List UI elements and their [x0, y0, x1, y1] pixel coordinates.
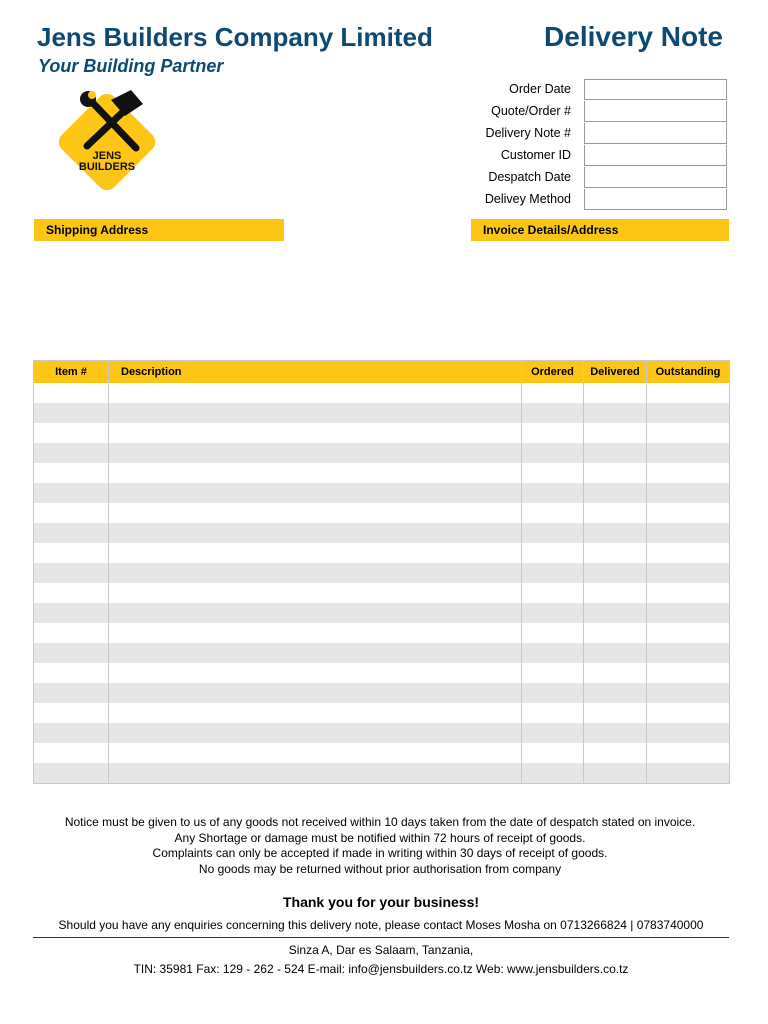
delivery-method-field[interactable]	[584, 189, 727, 210]
table-cell[interactable]	[109, 583, 522, 603]
table-cell[interactable]	[109, 723, 522, 743]
company-logo	[47, 86, 167, 198]
table-cell[interactable]	[34, 623, 109, 643]
table-cell[interactable]	[647, 563, 730, 583]
table-cell[interactable]	[34, 643, 109, 663]
table-cell[interactable]	[647, 643, 730, 663]
table-cell[interactable]	[647, 423, 730, 443]
table-row	[34, 723, 730, 743]
table-row	[34, 543, 730, 563]
table-cell[interactable]	[647, 583, 730, 603]
table-row	[34, 743, 730, 763]
table-row	[34, 463, 730, 483]
logo-text-jens: JENS	[92, 150, 122, 162]
table-cell[interactable]	[647, 603, 730, 623]
logo-text-builders: BUILDERS	[78, 161, 136, 173]
table-cell[interactable]	[584, 403, 647, 423]
table-cell[interactable]	[584, 763, 647, 784]
meta-label: Order Date	[509, 82, 571, 96]
table-cell[interactable]	[109, 423, 522, 443]
table-cell[interactable]	[647, 523, 730, 543]
table-cell[interactable]	[647, 623, 730, 643]
table-cell[interactable]	[109, 503, 522, 523]
table-cell[interactable]	[584, 583, 647, 603]
table-cell[interactable]	[34, 763, 109, 784]
table-cell[interactable]	[34, 543, 109, 563]
table-row	[34, 563, 730, 583]
table-cell[interactable]	[522, 683, 584, 703]
table-cell[interactable]	[522, 603, 584, 623]
table-cell[interactable]	[584, 383, 647, 403]
table-cell[interactable]	[522, 743, 584, 763]
meta-row-customer-id	[470, 144, 727, 166]
table-cell[interactable]	[584, 683, 647, 703]
table-cell[interactable]	[584, 643, 647, 663]
table-cell[interactable]	[584, 563, 647, 583]
table-cell[interactable]	[522, 623, 584, 643]
table-cell[interactable]	[584, 663, 647, 683]
table-row	[34, 763, 730, 784]
table-row	[34, 523, 730, 543]
meta-label: Customer ID	[500, 148, 571, 162]
table-row	[34, 683, 730, 703]
table-cell[interactable]	[109, 383, 522, 403]
table-cell[interactable]	[647, 703, 730, 723]
table-cell[interactable]	[109, 643, 522, 663]
table-cell[interactable]	[647, 443, 730, 463]
table-cell[interactable]	[522, 703, 584, 723]
table-cell[interactable]	[584, 623, 647, 643]
table-cell[interactable]	[34, 483, 109, 503]
table-cell[interactable]	[109, 543, 522, 563]
company-contact-details: TIN: 35981 Fax: 129 - 262 - 524 E-mail: info@jensbuilders.co.tz Web: www.jensbuilders.co.tz	[133, 962, 629, 976]
table-cell[interactable]	[647, 463, 730, 483]
table-cell[interactable]	[522, 563, 584, 583]
table-cell[interactable]	[34, 423, 109, 443]
terms-notice	[0, 815, 760, 877]
customer-id-field[interactable]	[584, 145, 727, 166]
enquiry-contact: Should you have any enquiries concerning this delivery note, please contact Moses Mosha on 0713266824 | 0783740000	[58, 918, 704, 932]
thank-you-message: Thank you for your business!	[282, 894, 480, 910]
table-cell[interactable]	[522, 503, 584, 523]
invoice-details-header: Invoice Details/Address	[471, 219, 729, 241]
table-cell[interactable]	[584, 743, 647, 763]
meta-label: Quote/Order #	[491, 104, 571, 118]
meta-row-order-date	[470, 78, 727, 100]
table-cell[interactable]	[109, 663, 522, 683]
table-cell[interactable]	[109, 483, 522, 503]
table-cell[interactable]	[34, 403, 109, 423]
table-cell[interactable]	[109, 523, 522, 543]
table-cell[interactable]	[522, 463, 584, 483]
table-cell[interactable]	[647, 543, 730, 563]
table-cell[interactable]	[34, 563, 109, 583]
notice-line: Notice must be given to us of any goods not received within 10 days taken from the date of despatch stated on invoice.	[64, 815, 696, 829]
table-cell[interactable]	[34, 463, 109, 483]
table-cell[interactable]	[584, 603, 647, 623]
table-cell[interactable]	[584, 423, 647, 443]
table-cell[interactable]	[647, 663, 730, 683]
table-cell[interactable]	[34, 503, 109, 523]
company-tagline: Your Building Partner	[38, 56, 224, 76]
table-cell[interactable]	[647, 503, 730, 523]
table-cell[interactable]	[584, 443, 647, 463]
column-header-outstanding: Outstanding	[647, 361, 730, 384]
notice-line: No goods may be returned without prior authorisation from company	[198, 861, 562, 876]
meta-label: Delivery Note #	[485, 126, 571, 140]
table-cell[interactable]	[522, 643, 584, 663]
table-cell[interactable]	[34, 583, 109, 603]
meta-label: Delivey Method	[484, 192, 571, 206]
table-cell[interactable]	[34, 723, 109, 743]
table-cell[interactable]	[34, 383, 109, 403]
table-cell[interactable]	[522, 383, 584, 403]
column-header-item-number: Item #	[34, 361, 109, 384]
table-cell[interactable]	[109, 623, 522, 643]
table-cell[interactable]	[647, 683, 730, 703]
order-date-field[interactable]	[584, 79, 727, 100]
table-cell[interactable]	[584, 483, 647, 503]
document-meta-fields	[470, 78, 727, 210]
table-row	[34, 663, 730, 683]
notice-line: Complaints can only be accepted if made in writing within 30 days of receipt of goods.	[152, 846, 608, 860]
table-row	[34, 423, 730, 443]
footer-divider	[33, 937, 729, 938]
table-cell[interactable]	[109, 763, 522, 784]
table-cell[interactable]	[522, 543, 584, 563]
table-cell[interactable]	[109, 683, 522, 703]
table-cell[interactable]	[34, 743, 109, 763]
table-cell[interactable]	[34, 523, 109, 543]
table-cell[interactable]	[522, 523, 584, 543]
table-header-row	[34, 361, 730, 384]
meta-row-quote-order	[470, 100, 727, 122]
table-cell[interactable]	[647, 383, 730, 403]
table-row	[34, 403, 730, 423]
table-cell[interactable]	[109, 743, 522, 763]
column-header-ordered: Ordered	[522, 361, 584, 384]
table-cell[interactable]	[584, 503, 647, 523]
table-row	[34, 503, 730, 523]
company-address: Sinza A, Dar es Salaam, Tanzania,	[288, 943, 474, 957]
table-cell[interactable]	[647, 743, 730, 763]
table-cell[interactable]	[109, 703, 522, 723]
table-cell[interactable]	[522, 723, 584, 743]
table-row	[34, 443, 730, 463]
table-cell[interactable]	[34, 443, 109, 463]
table-row	[34, 483, 730, 503]
table-cell[interactable]	[522, 423, 584, 443]
table-cell[interactable]	[109, 443, 522, 463]
table-cell[interactable]	[109, 463, 522, 483]
table-row	[34, 583, 730, 603]
company-name: Jens Builders Company Limited	[37, 22, 433, 52]
table-row	[34, 623, 730, 643]
table-cell[interactable]	[522, 403, 584, 423]
table-cell[interactable]	[647, 403, 730, 423]
table-cell[interactable]	[109, 603, 522, 623]
meta-row-despatch-date	[470, 166, 727, 188]
items-table	[33, 360, 730, 784]
column-header-delivered: Delivered	[584, 361, 647, 384]
meta-row-delivery-method	[470, 188, 727, 210]
table-cell[interactable]	[109, 403, 522, 423]
table-cell[interactable]	[522, 443, 584, 463]
table-cell[interactable]	[34, 683, 109, 703]
table-cell[interactable]	[522, 583, 584, 603]
table-row	[34, 383, 730, 403]
table-cell[interactable]	[584, 463, 647, 483]
table-cell[interactable]	[522, 763, 584, 784]
delivery-note-number-field[interactable]	[584, 123, 727, 144]
table-row	[34, 703, 730, 723]
table-cell[interactable]	[647, 723, 730, 743]
table-cell[interactable]	[647, 763, 730, 784]
table-cell[interactable]	[584, 723, 647, 743]
table-row	[34, 643, 730, 663]
meta-row-delivery-note	[470, 122, 727, 144]
shipping-address-header: Shipping Address	[34, 219, 284, 241]
table-cell[interactable]	[584, 543, 647, 563]
table-cell[interactable]	[34, 663, 109, 683]
table-row	[34, 603, 730, 623]
column-header-description: Description	[109, 361, 522, 384]
table-cell[interactable]	[34, 603, 109, 623]
table-cell[interactable]	[647, 483, 730, 503]
meta-label: Despatch Date	[488, 170, 571, 184]
table-cell[interactable]	[109, 563, 522, 583]
despatch-date-field[interactable]	[584, 167, 727, 188]
table-cell[interactable]	[522, 483, 584, 503]
notice-line: Any Shortage or damage must be notified within 72 hours of receipt of goods.	[174, 830, 586, 845]
quote-order-field[interactable]	[584, 101, 727, 122]
document-title: Delivery Note	[544, 21, 723, 52]
table-cell[interactable]	[584, 703, 647, 723]
table-cell[interactable]	[522, 663, 584, 683]
table-cell[interactable]	[584, 523, 647, 543]
table-cell[interactable]	[34, 703, 109, 723]
